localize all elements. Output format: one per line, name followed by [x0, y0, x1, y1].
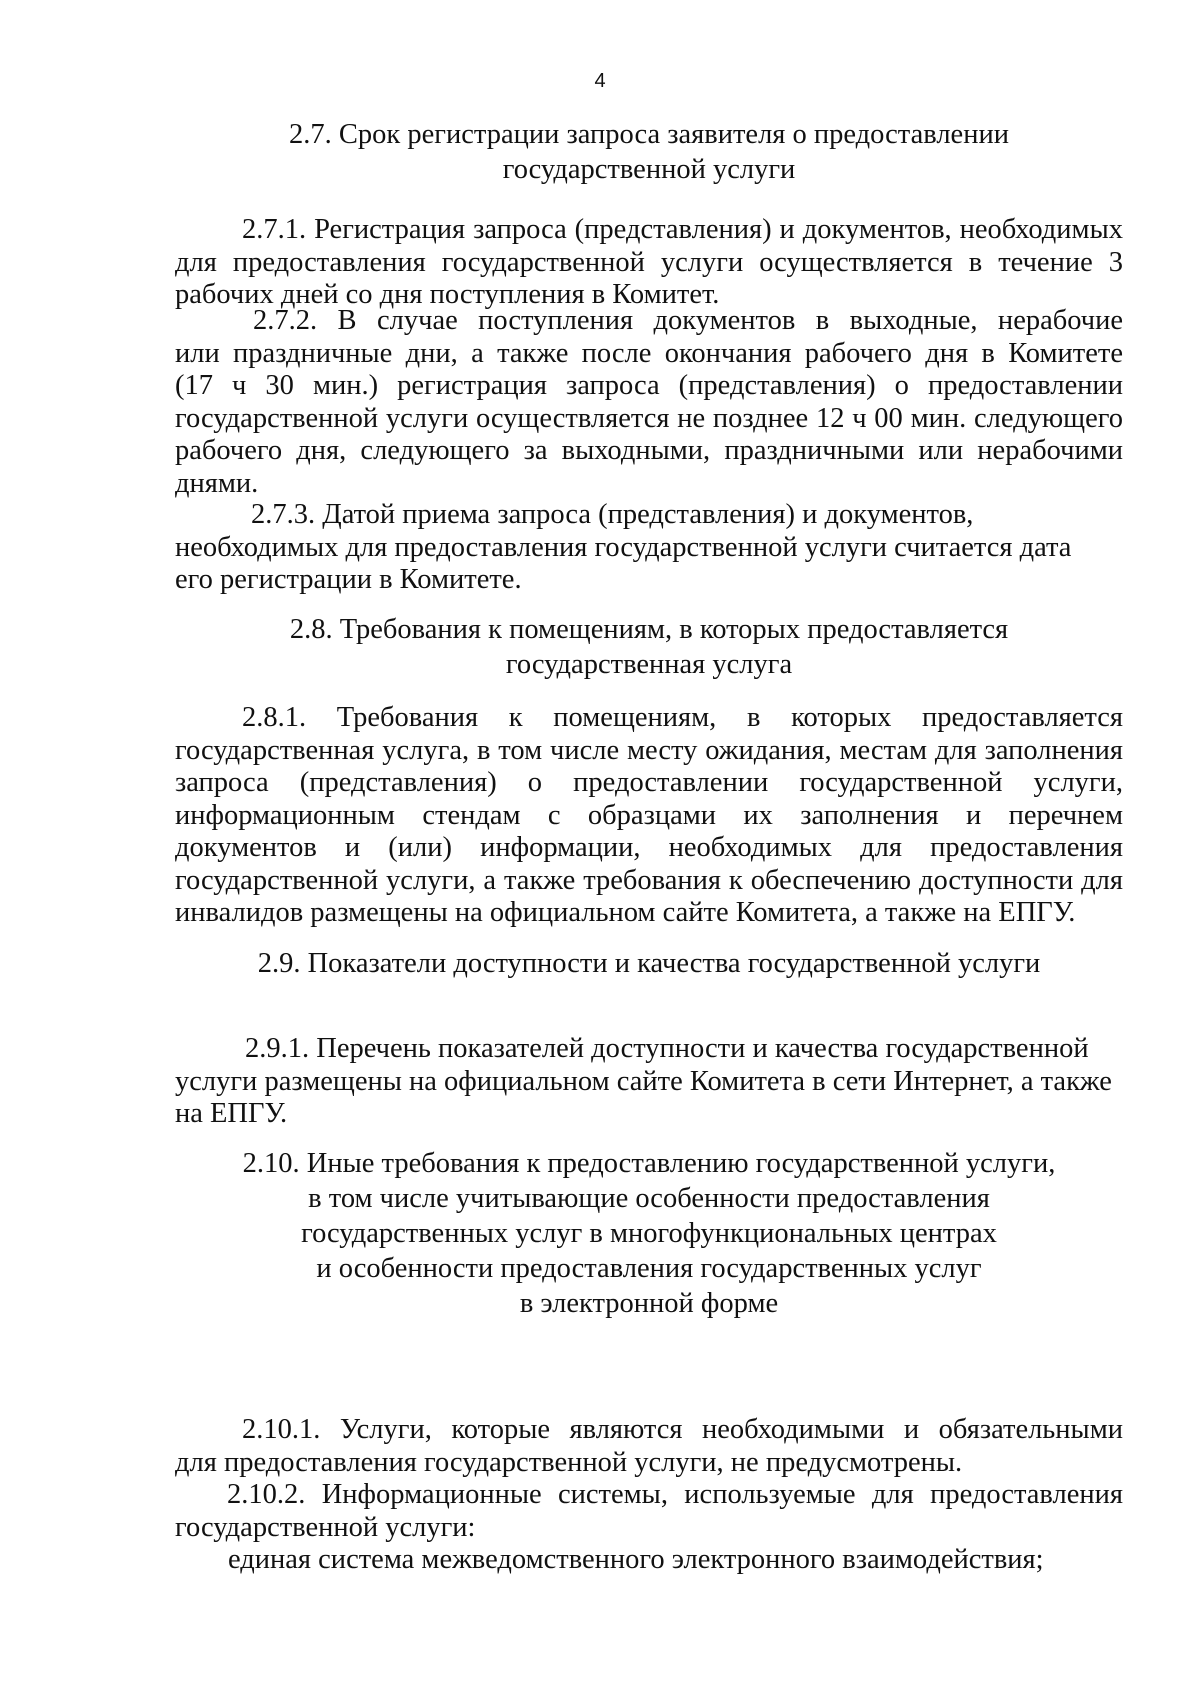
- heading-line: в электронной форме: [519, 1288, 779, 1319]
- text-line: 2.7.3. Датой приема запроса (представления) и документов,: [251, 499, 974, 530]
- page-number: 4: [594, 70, 606, 92]
- text-line: 2.8.1. Требования к помещениям, в которых предоставляется: [242, 702, 1123, 733]
- text-line: рабочего дня, следующего за выходными, праздничными или нерабочими: [175, 435, 1123, 466]
- text-line: запроса (представления) о предоставлении государственной услуги,: [175, 767, 1123, 798]
- section-2-7-heading: [175, 117, 1123, 187]
- text-line: государственная услуга, в том числе месту ожидания, местам для заполнения: [175, 734, 1123, 766]
- text-line: (17 ч 30 мин.) регистрация запроса (представления) о предоставлении: [175, 370, 1123, 401]
- heading-line: государственной услуги: [502, 154, 796, 185]
- text-line: услуги размещены на официальном сайте Комитета в сети Интернет, а также: [175, 1065, 1112, 1097]
- section-2-8-heading: [175, 612, 1123, 682]
- text-line: для предоставления государственной услуги осуществляется в течение 3: [175, 246, 1123, 278]
- heading-line: 2.9. Показатели доступности и качества государственной услуги: [257, 948, 1041, 979]
- paragraph-2-7-2: [175, 305, 1123, 500]
- text-line: необходимых для предоставления государственной услуги считается дата: [175, 531, 1072, 563]
- text-line: его регистрации в Комитете.: [175, 564, 522, 595]
- paragraph-2-10-2: [175, 1479, 1123, 1544]
- text-line: рабочих дней со дня поступления в Комитет.: [175, 279, 720, 310]
- heading-line: и особенности предоставления государственных услуг: [316, 1253, 982, 1284]
- heading-line: государственных услуг в многофункциональных центрах: [301, 1218, 997, 1249]
- text-line: днями.: [175, 467, 259, 499]
- heading-line: в том числе учитывающие особенности предоставления: [308, 1183, 990, 1214]
- paragraph-2-7-3: [175, 499, 1123, 597]
- text-line: 2.10.2. Информационные системы, используемые для предоставления: [227, 1479, 1123, 1510]
- text-line: инвалидов размещены на официальном сайте Комитета, а также на ЕПГУ.: [175, 897, 1076, 928]
- text-line: на ЕПГУ.: [175, 1098, 288, 1129]
- text-line: государственной услуги, а также требования к обеспечению доступности для: [175, 864, 1123, 896]
- paragraph-2-9-1: [175, 1033, 1123, 1131]
- text-line: информационным стендам с образцами их заполнения и перечнем: [175, 799, 1123, 831]
- text-line: 2.9.1. Перечень показателей доступности и качества государственной: [245, 1033, 1089, 1064]
- heading-line: 2.7. Срок регистрации запроса заявителя о предоставлении: [289, 119, 1009, 150]
- paragraph-2-10-1: [175, 1414, 1123, 1479]
- section-2-9-heading: [175, 946, 1123, 981]
- text-line: для предоставления государственной услуги, не предусмотрены.: [175, 1446, 963, 1478]
- text-line: государственной услуги:: [175, 1511, 476, 1543]
- text-line: 2.7.1. Регистрация запроса (представления) и документов, необходимых: [242, 214, 1123, 245]
- text-line: документов и (или) информации, необходимых для предоставления: [175, 832, 1123, 863]
- text-line: государственной услуги осуществляется не позднее 12 ч 00 мин. следующего: [175, 402, 1123, 434]
- text-line: 2.7.2. В случае поступления документов в выходные, нерабочие: [253, 305, 1123, 336]
- text-line: или праздничные дни, а также после окончания рабочего дня в Комитете: [175, 337, 1123, 369]
- paragraph-2-8-1: [175, 702, 1123, 930]
- paragraph-2-10-2-item: [175, 1544, 1123, 1577]
- heading-line: 2.8. Требования к помещениям, в которых предоставляется: [289, 614, 1009, 645]
- section-2-10-heading: [175, 1146, 1123, 1321]
- heading-line: государственная услуга: [505, 649, 793, 680]
- heading-line: 2.10. Иные требования к предоставлению государственной услуги,: [242, 1148, 1056, 1179]
- text-line: 2.10.1. Услуги, которые являются необходимыми и обязательными: [242, 1414, 1123, 1445]
- paragraph-2-7-1: [175, 214, 1123, 312]
- text-line: единая система межведомственного электронного взаимодействия;: [228, 1544, 1044, 1575]
